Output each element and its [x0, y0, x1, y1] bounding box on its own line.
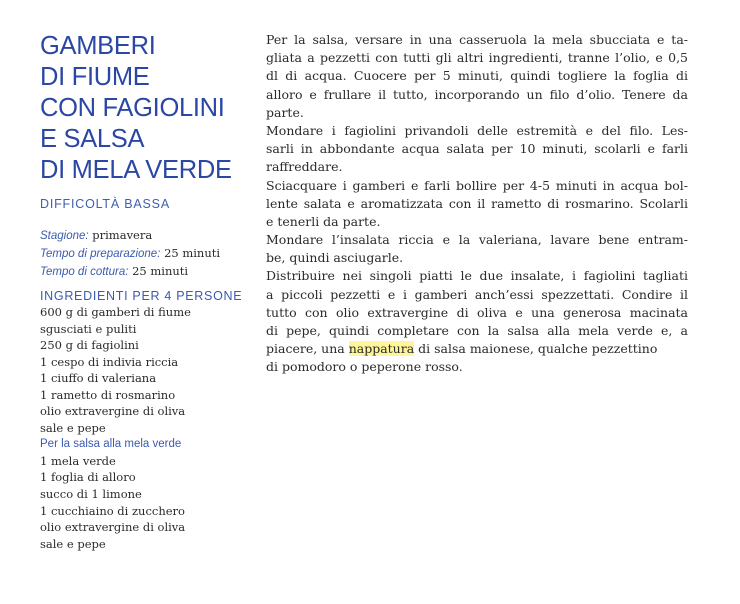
instruction-line: gliata a pezzetti con tutti gli altri ingredienti, tranne l’olio, e 0,5 [266, 50, 688, 66]
instruction-text: piacere, una [266, 341, 349, 357]
instruction-line: Mondare i fagiolini privandoli delle estremità e del filo. Les- [266, 122, 688, 138]
instruction-line: Sciacquare i gamberi e farli bollire per 4-5 minuti in acqua bol- [266, 177, 688, 193]
instruction-line: Mondare l’insalata riccia e la valeriana, lavare bene entram- [266, 232, 688, 248]
instruction-line: di pepe, quindi completare con la salsa alla mela verde e, a [266, 323, 688, 338]
highlighted-term: nappatura [348, 341, 415, 357]
ingredient-item: olio extravergine di oliva [40, 404, 186, 419]
season-label: Stagione: [40, 230, 89, 242]
ingredient-item: 250 g di fagiolini [40, 338, 139, 353]
instruction-line: alloro e frullare il tutto, incorporando un filo d’olio. Tenere da [266, 86, 688, 102]
recipe-meta [40, 227, 245, 281]
sauce-ingredient-item: succo di 1 limone [40, 487, 142, 502]
recipe-sidebar [40, 31, 245, 552]
prep-time-label: Tempo di preparazione: [40, 248, 161, 260]
prep-time-value: 25 minuti [164, 246, 221, 260]
sauce-ingredient-item: 1 foglia di alloro [40, 470, 136, 485]
instruction-line: parte. [266, 104, 304, 120]
ingredients-heading: INGREDIENTI PER 4 PERSONE [40, 289, 243, 303]
ingredient-item: sgusciati e puliti [40, 321, 137, 336]
sauce-ingredient-item: olio extravergine di oliva [40, 520, 186, 535]
title-line: DI FIUME [40, 63, 150, 91]
cook-time-value: 25 minuti [132, 264, 189, 278]
instruction-line: sarli in abbondante acqua salata per 10 minuti, scolarli e farli [266, 141, 688, 157]
title-line: E SALSA [40, 125, 145, 153]
sauce-ingredient-item: 1 cucchiaino di zucchero [40, 503, 185, 518]
instruction-text: di salsa maionese, qualche pezzettino [414, 341, 658, 357]
instruction-line: Per la salsa, versare in una casseruola la mela sbucciata e ta- [266, 32, 688, 47]
instruction-line: raffreddare. [266, 159, 343, 175]
instruction-line: be, quindi asciugarle. [266, 250, 404, 266]
sauce-subheading: Per la salsa alla mela verde [40, 438, 182, 451]
title-line: CON FAGIOLINI [40, 94, 225, 122]
instruction-line: dl di acqua. Cuocere per 5 minuti, quindi togliere la foglia di [266, 68, 688, 84]
ingredient-item: sale e pepe [40, 420, 106, 435]
season-row [40, 227, 245, 245]
instruction-line: lente salata e aromatizzata con il rametto di rosmarino. Scolarli [266, 195, 688, 211]
difficulty-label: DIFFICOLTÀ BASSA [40, 197, 170, 211]
recipe-instructions [266, 31, 688, 377]
instruction-line: tutto con olio extravergine di oliva e una generosa macinata [266, 304, 688, 320]
instruction-line [266, 340, 688, 358]
title-line: GAMBERI [40, 32, 156, 60]
ingredient-item: 1 rametto di rosmarino [40, 387, 176, 402]
ingredient-item: 1 ciuffo di valeriana [40, 371, 157, 386]
recipe-title [40, 31, 245, 186]
prep-time-row [40, 245, 245, 263]
ingredients-list [40, 304, 245, 552]
title-line: DI MELA VERDE [40, 156, 232, 184]
ingredient-item: 600 g di gamberi di fiume [40, 305, 191, 319]
cook-time-row [40, 263, 245, 281]
instruction-line: di pomodoro o peperone rosso. [266, 359, 463, 375]
sauce-ingredient-item: sale e pepe [40, 536, 106, 551]
cook-time-label: Tempo di cottura: [40, 266, 129, 278]
instruction-line: a piccoli pezzetti e i gamberi anch’essi spezzettati. Condire il [266, 286, 688, 302]
instruction-line: e tenerli da parte. [266, 213, 381, 229]
ingredient-item: 1 cespo di indivia riccia [40, 354, 179, 369]
instruction-line: Distribuire nei singoli piatti le due insalate, i fagiolini tagliati [266, 268, 688, 284]
season-value: primavera [92, 228, 153, 242]
sauce-ingredient-item: 1 mela verde [40, 453, 116, 468]
